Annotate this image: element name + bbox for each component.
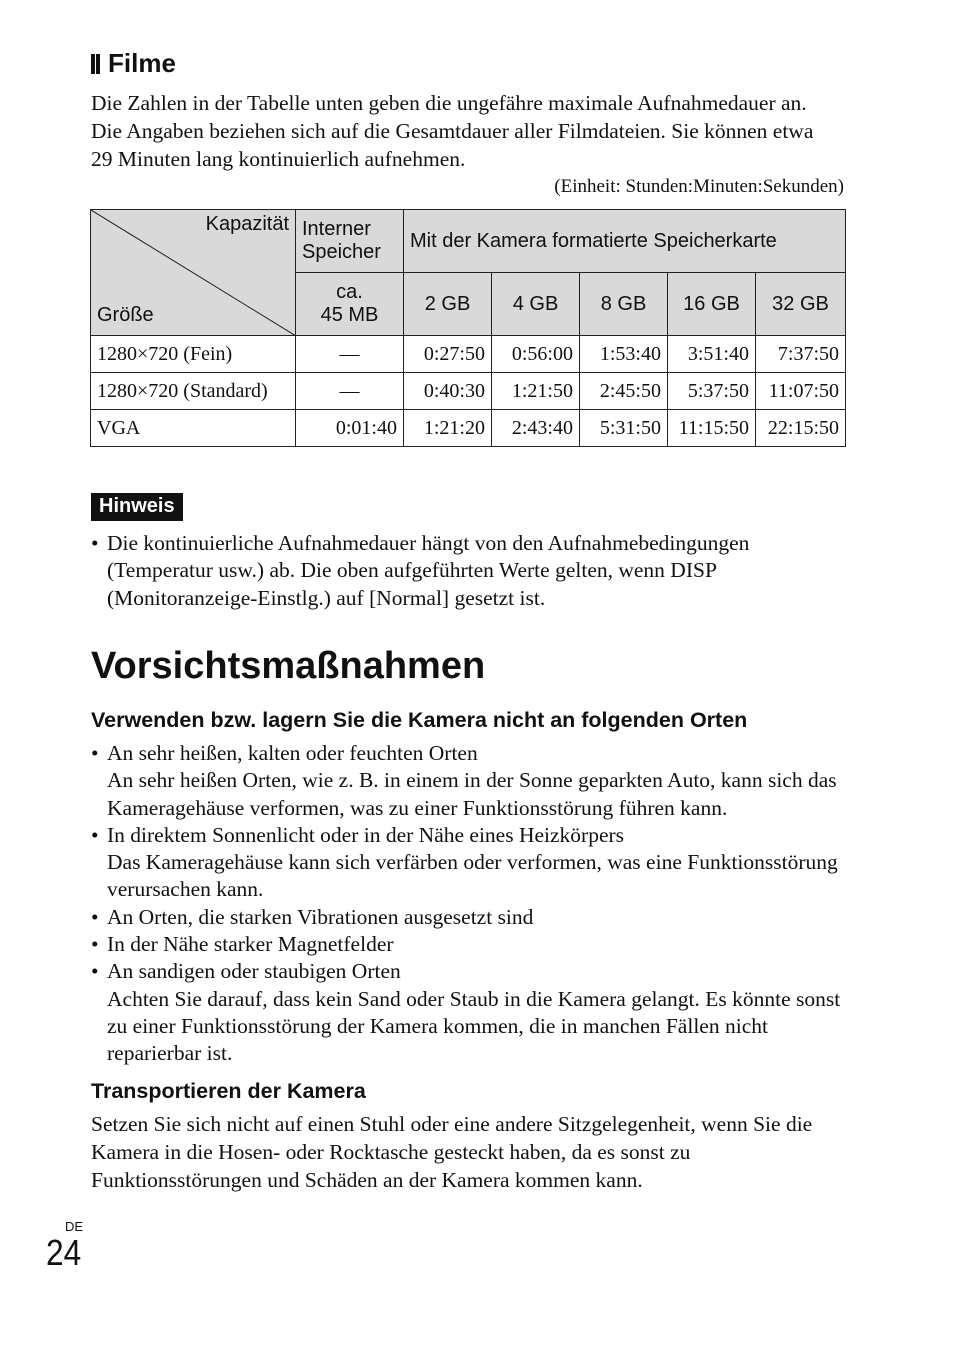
section-marker-icon bbox=[91, 54, 100, 74]
value-cell: 5:37:50 bbox=[668, 373, 756, 410]
value-cell: 7:37:50 bbox=[756, 336, 846, 373]
section-title: Filme bbox=[108, 48, 176, 78]
internal-line2: Speicher bbox=[302, 241, 381, 263]
internal-capacity-line2: 45 MB bbox=[320, 304, 379, 326]
list-item bbox=[91, 822, 851, 904]
value-cell: 3:51:40 bbox=[668, 336, 756, 373]
item-head: • In der Nähe starker Magnetfelder bbox=[107, 932, 394, 957]
item-detail: Achten Sie darauf, dass kein Sand oder Staub in die Kamera gelangt. Es könnte sonst zu einer Funktionsstörung der Kamera kommen, die in manchen Fällen nicht reparierbar ist. bbox=[107, 986, 841, 1066]
subheading: Verwenden bzw. lagern Sie die Kamera nicht an folgenden Orten bbox=[91, 708, 748, 732]
page-number: 24 bbox=[46, 1232, 82, 1273]
list-item bbox=[91, 931, 851, 958]
section-heading bbox=[91, 48, 176, 79]
table-row bbox=[91, 373, 846, 410]
note-list bbox=[91, 530, 811, 612]
internal-cell: — bbox=[296, 373, 404, 410]
value-cell: 11:07:50 bbox=[756, 373, 846, 410]
internal-capacity-line1: ca. bbox=[336, 281, 363, 303]
list-item: • Die kontinuierliche Aufnahmedauer hängt von den Aufnahmebedingungen (Temperatur usw.) ab. Die oben aufgeführten Werte gelten, wenn DISP (Monitoranzeige-Einstlg.) auf [Normal] gesetzt ist. bbox=[91, 530, 811, 612]
transport-paragraph: Setzen Sie sich nicht auf einen Stuhl oder eine andere Sitzgelegenheit, wenn Sie die Kamera in die Hosen- oder Rocktasche gesteckt haben, da es sonst zu Funktionsstörungen und Schäden an der Kamera kommen kann. bbox=[91, 1112, 813, 1192]
internal-memory-header bbox=[296, 210, 404, 273]
internal-capacity-cell bbox=[296, 273, 404, 336]
internal-cell: — bbox=[296, 336, 404, 373]
list-item bbox=[91, 904, 851, 931]
capacity-label: Kapazität bbox=[205, 213, 289, 235]
capacity-header: 16 GB bbox=[668, 273, 756, 336]
list-item bbox=[91, 958, 851, 1067]
internal-line1: Interner bbox=[302, 218, 371, 240]
value-cell: 1:21:50 bbox=[492, 373, 580, 410]
value-cell: 0:40:30 bbox=[404, 373, 492, 410]
page-title: Vorsichtsmaßnahmen bbox=[91, 645, 486, 687]
capacity-header: 2 GB bbox=[404, 273, 492, 336]
precautions-list bbox=[91, 740, 851, 1068]
size-label: Größe bbox=[97, 304, 154, 326]
table-row bbox=[91, 410, 846, 447]
value-cell: 1:53:40 bbox=[580, 336, 668, 373]
capacity-header: 8 GB bbox=[580, 273, 668, 336]
language-code: DE bbox=[65, 1219, 84, 1234]
value-cell: 2:45:50 bbox=[580, 373, 668, 410]
size-cell: 1280×720 (Standard) bbox=[91, 373, 296, 410]
item-head: • An sandigen oder staubigen Orten bbox=[107, 959, 401, 984]
corner-cell bbox=[91, 210, 296, 336]
value-cell: 0:56:00 bbox=[492, 336, 580, 373]
item-head: • An Orten, die starken Vibrationen ausgesetzt sind bbox=[107, 904, 534, 929]
list-item bbox=[91, 740, 851, 822]
size-cell: 1280×720 (Fein) bbox=[91, 336, 296, 373]
unit-note: (Einheit: Stunden:Minuten:Sekunden) bbox=[554, 176, 844, 197]
intro-paragraph: Die Zahlen in der Tabelle unten geben die ungefähre maximale Aufnahmedauer an. Die Angaben beziehen sich auf die Gesamtdauer aller Filmdateien. Sie können etwa 29 Minuten lang kontinuierlich aufnehmen. bbox=[91, 91, 814, 171]
value-cell: 22:15:50 bbox=[756, 410, 846, 447]
value-cell: 2:43:40 bbox=[492, 410, 580, 447]
item-detail: An sehr heißen Orten, wie z. B. in einem in der Sonne geparkten Auto, kann sich das Kameragehäuse verformen, was zu einer Funktionsstörung führen kann. bbox=[107, 768, 837, 820]
capacity-header: 4 GB bbox=[492, 273, 580, 336]
capacity-header: 32 GB bbox=[756, 273, 846, 336]
recording-time-table bbox=[90, 209, 846, 447]
transport-heading: Transportieren der Kamera bbox=[91, 1079, 366, 1103]
table-row bbox=[91, 336, 846, 373]
item-head: • An sehr heißen, kalten oder feuchten Orten bbox=[107, 741, 478, 765]
value-cell: 11:15:50 bbox=[668, 410, 756, 447]
size-cell: VGA bbox=[91, 410, 296, 447]
value-cell: 0:27:50 bbox=[404, 336, 492, 373]
value-cell: 1:21:20 bbox=[404, 410, 492, 447]
item-head: • In direktem Sonnenlicht oder in der Nähe eines Heizkörpers bbox=[107, 822, 625, 847]
card-header: Mit der Kamera formatierte Speicherkarte bbox=[404, 210, 846, 273]
internal-cell: 0:01:40 bbox=[296, 410, 404, 447]
value-cell: 5:31:50 bbox=[580, 410, 668, 447]
item-detail: Das Kameragehäuse kann sich verfärben oder verformen, was eine Funktionsstörung verursachen kann. bbox=[107, 850, 838, 902]
note-label: Hinweis bbox=[91, 493, 183, 521]
